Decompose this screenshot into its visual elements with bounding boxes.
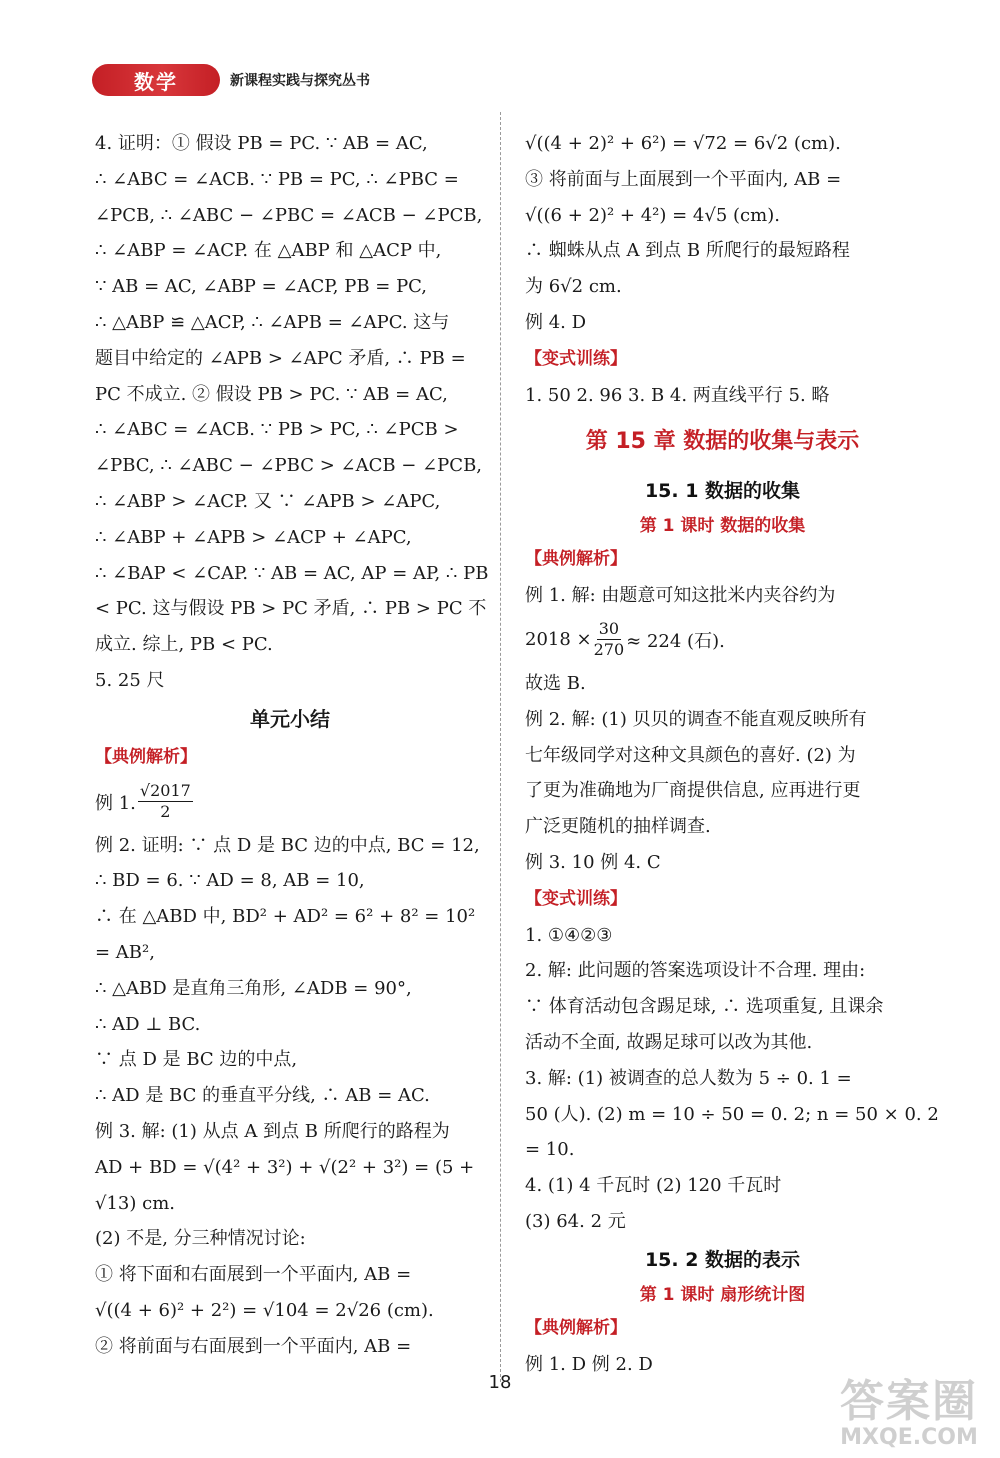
- ex2-line: ∴ BD = 6. ∵ AD = 8, AB = 10,: [95, 870, 365, 892]
- ex3-cont-line: 例 4. D: [525, 311, 587, 333]
- section-title-15-1: 15. 1 数据的收集: [644, 480, 801, 503]
- variant-answers: 1. 50 2. 96 3. B 4. 两直线平行 5. 略: [525, 384, 830, 406]
- ex3-ex4-line: 例 3. 10 例 4. C: [525, 851, 661, 873]
- q4-line: 题目中给定的 ∠APB > ∠APC 矛盾, ∴ PB =: [95, 347, 466, 369]
- example-tag: 【典例解析】: [525, 1317, 627, 1338]
- ex2-line: 七年级同学对这种文具颜色的喜好. (2) 为: [525, 744, 856, 766]
- ex1-answer: [95, 776, 485, 828]
- lesson-title-15-2: 第 1 课时 扇形统计图: [639, 1284, 806, 1305]
- final-examples: 例 1. D 例 2. D: [525, 1353, 653, 1375]
- variant-line: 1. ①④②③: [525, 924, 613, 946]
- ex1-calc-denominator: 270: [593, 640, 625, 660]
- ex2-line: 了更为准确地为厂商提供信息, 应再进行更: [525, 780, 861, 802]
- variant-line: 4. (1) 4 千瓦时 (2) 120 千瓦时: [525, 1175, 782, 1197]
- section-tag: 【典例解析】: [95, 746, 197, 767]
- ex1-calc-right: ≈ 224 (石).: [626, 630, 725, 652]
- ex1-numerator: √2017: [139, 781, 191, 801]
- q4-line: ∴ ∠ABC = ∠ACB. ∵ PB = PC, ∴ ∠PBC =: [95, 168, 459, 190]
- variant-line: = 10.: [525, 1139, 575, 1161]
- chapter-title: 第 15 章 数据的收集与表示: [585, 429, 860, 455]
- watermark-domain: MXQE.COM: [840, 1425, 978, 1450]
- unit-summary-title: 单元小结: [250, 706, 330, 731]
- watermark: [840, 1365, 978, 1450]
- q4-line: ∴ ∠ABP = ∠ACP. 在 △ABP 和 △ACP 中,: [95, 240, 442, 262]
- ex3-cont-line: √((6 + 2)² + 4²) = 4√5 (cm).: [525, 204, 780, 226]
- q5-answer: 5. 25 尺: [95, 669, 165, 691]
- lesson-title-15-1: 第 1 课时 数据的收集: [639, 516, 806, 537]
- ex3-line: AD + BD = √(4² + 3²) + √(2² + 3²) = (5 +: [95, 1156, 475, 1178]
- ex3-cont-line: ③ 将前面与上面展到一个平面内, AB =: [525, 168, 842, 190]
- left-column: [95, 126, 489, 1365]
- variant-line: 2. 解: 此问题的答案选项设计不合理. 理由:: [525, 960, 866, 982]
- series-title: 新课程实践与探究丛书: [230, 73, 370, 89]
- ex2-line: ∵ 点 D 是 BC 边的中点,: [95, 1049, 298, 1071]
- ex2-line: ∴ AD ⊥ BC.: [95, 1013, 201, 1035]
- ex2-line: ∴ AD 是 BC 的垂直平分线, ∴ AB = AC.: [95, 1085, 430, 1107]
- variant-line: 50 (人). (2) m = 10 ÷ 50 = 0. 2; n = 50 × 0. 2: [525, 1103, 939, 1125]
- q4-line: ∴ ∠ABC = ∠ACB. ∵ PB > PC, ∴ ∠PCB >: [95, 419, 459, 441]
- ex3-cont-line: √((4 + 2)² + 6²) = √72 = 6√2 (cm).: [525, 133, 841, 154]
- q4-line: ∠PBC, ∴ ∠ABC − ∠PBC > ∠ACB − ∠PCB,: [95, 455, 483, 477]
- ex2-line: 例 2. 证明: ∵ 点 D 是 BC 边的中点, BC = 12,: [95, 834, 480, 856]
- ex2-line: 例 2. 解: (1) 贝贝的调查不能直观反映所有: [525, 708, 867, 730]
- ex1-calc: [525, 614, 920, 666]
- ex2-line: ∴ 在 △ABD 中, BD² + AD² = 6² + 8² = 10²: [95, 906, 476, 928]
- ex1-calc-left: 2018 ×: [525, 629, 592, 651]
- ex3-cont-line: 为 6√2 cm.: [525, 276, 622, 298]
- example-tag: 【典例解析】: [525, 549, 627, 570]
- variant-tag: 【变式训练】: [525, 348, 627, 369]
- ex3-line: √13) cm.: [95, 1192, 175, 1214]
- ex1-calc-fraction: [594, 619, 625, 660]
- subject-badge: 数学: [92, 64, 220, 96]
- section-title-15-2: 15. 2 数据的表示: [644, 1248, 801, 1271]
- ex2-line: = AB²,: [95, 941, 155, 963]
- ex3-line: ① 将下面和右面展到一个平面内, AB =: [95, 1264, 412, 1286]
- q4-line: ∴ ∠BAP < ∠CAP. ∵ AB = AC, AP = AP, ∴ PB: [95, 562, 489, 584]
- ex3-cont-line: ∴ 蜘蛛从点 A 到点 B 所爬行的最短路程: [525, 240, 850, 262]
- variant-line: 3. 解: (1) 被调查的总人数为 5 ÷ 0. 1 =: [525, 1067, 852, 1089]
- ex1-denominator: 2: [160, 802, 171, 822]
- ex1-fraction: [138, 781, 193, 822]
- q4-line: ∴ ∠ABP + ∠APB > ∠ACP + ∠APC,: [95, 526, 412, 548]
- q4-line: ∴ △ABP ≌ △ACP, ∴ ∠APB = ∠APC. 这与: [95, 311, 450, 333]
- ex1-answer-line: 故选 B.: [525, 672, 586, 694]
- q4-line: 4. 证明：① 假设 PB = PC. ∵ AB = AC,: [95, 133, 428, 154]
- q4-line: PC 不成立. ② 假设 PB > PC. ∵ AB = AC,: [95, 383, 448, 405]
- variant-line: ∵ 体育活动包含踢足球, ∴ 选项重复, 且课余: [525, 996, 884, 1018]
- q4-line: ∠PCB, ∴ ∠ABC − ∠PBC = ∠ACB − ∠PCB,: [95, 204, 483, 226]
- variant-line: (3) 64. 2 元: [525, 1210, 626, 1232]
- ex1-prefix: 例 1.: [95, 792, 136, 814]
- page-header: [92, 62, 370, 98]
- ex3-line: 例 3. 解: (1) 从点 A 到点 B 所爬行的路程为: [95, 1120, 450, 1142]
- ex2-line: 广泛更随机的抽样调查.: [525, 816, 711, 838]
- ex1-calc-numerator: 30: [598, 619, 620, 639]
- q4-line: < PC. 这与假设 PB > PC 矛盾, ∴ PB > PC 不: [95, 598, 487, 620]
- ex3-line: ② 将前面与右面展到一个平面内, AB =: [95, 1335, 412, 1357]
- variant-tag: 【变式训练】: [525, 888, 627, 909]
- page-number: 18: [488, 1372, 512, 1393]
- ex3-line: √((4 + 6)² + 2²) = √104 = 2√26 (cm).: [95, 1299, 434, 1321]
- column-divider: [500, 112, 501, 1382]
- ex2-line: ∴ △ABD 是直角三角形, ∠ADB = 90°,: [95, 977, 412, 999]
- variant-line: 活动不全面, 故踢足球可以改为其他.: [525, 1031, 813, 1053]
- q4-line: 成立. 综上, PB < PC.: [95, 634, 273, 656]
- q4-line: ∵ AB = AC, ∠ABP = ∠ACP, PB = PC,: [95, 276, 428, 298]
- ex1-line: 例 1. 解: 由题意可知这批米内夹谷约为: [525, 585, 836, 607]
- ex3-line: (2) 不是, 分三种情况讨论:: [95, 1228, 306, 1250]
- right-column: [525, 126, 939, 1382]
- watermark-logo: 答案圈: [840, 1376, 978, 1427]
- q4-line: ∴ ∠ABP > ∠ACP. 又 ∵ ∠APB > ∠APC,: [95, 490, 441, 512]
